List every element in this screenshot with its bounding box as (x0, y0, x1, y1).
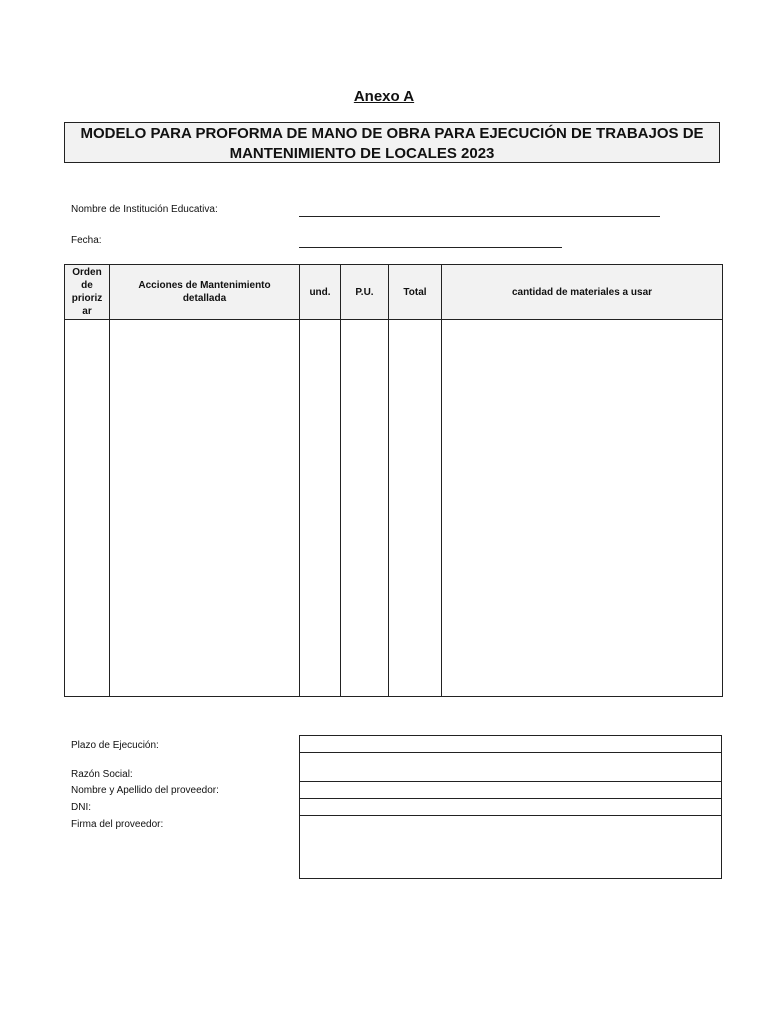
document-title-box (64, 122, 720, 163)
document-title-line2: MANTENIMIENTO DE LOCALES 2023 (229, 145, 495, 162)
col-header-pu: P.U. (341, 265, 389, 320)
cell-und[interactable] (300, 320, 341, 697)
cell-orden[interactable] (65, 320, 110, 697)
col-header-orden (65, 265, 110, 320)
dni-field[interactable] (300, 799, 722, 816)
col-header-und: und. (300, 265, 341, 320)
col-header-total: Total (389, 265, 442, 320)
date-line[interactable] (299, 247, 562, 248)
nombre-proveedor-label: Nombre y Apellido del proveedor: (71, 785, 219, 796)
razon-social-field[interactable] (300, 753, 722, 782)
annex-title: Anexo A (353, 88, 415, 105)
table-row (65, 320, 723, 697)
col-header-materiales: cantidad de materiales a usar (442, 265, 723, 320)
col-header-acciones (110, 265, 300, 320)
cell-pu[interactable] (341, 320, 389, 697)
firma-label: Firma del proveedor: (71, 819, 164, 830)
maintenance-table (64, 264, 723, 697)
institution-label: Nombre de Institución Educativa: (71, 204, 218, 215)
plazo-label: Plazo de Ejecución: (71, 740, 159, 751)
plazo-field[interactable] (300, 736, 722, 753)
cell-materiales[interactable] (442, 320, 723, 697)
nombre-proveedor-field[interactable] (300, 782, 722, 799)
document-title-line1: MODELO PARA PROFORMA DE MANO DE OBRA PARA EJECUCIÓN DE TRABAJOS DE (80, 125, 704, 142)
dni-label: DNI: (71, 802, 91, 813)
col-header-orden-text: Orden de prioriz ar (71, 267, 103, 317)
date-label: Fecha: (71, 235, 102, 246)
table-header-row (65, 265, 723, 320)
cell-total[interactable] (389, 320, 442, 697)
razon-social-label: Razón Social: (71, 769, 133, 780)
col-header-acciones-text: Acciones de Mantenimiento detallada (138, 280, 271, 304)
provider-info-table (299, 735, 722, 879)
cell-acciones[interactable] (110, 320, 300, 697)
firma-field[interactable] (300, 816, 722, 879)
institution-line[interactable] (299, 216, 660, 217)
